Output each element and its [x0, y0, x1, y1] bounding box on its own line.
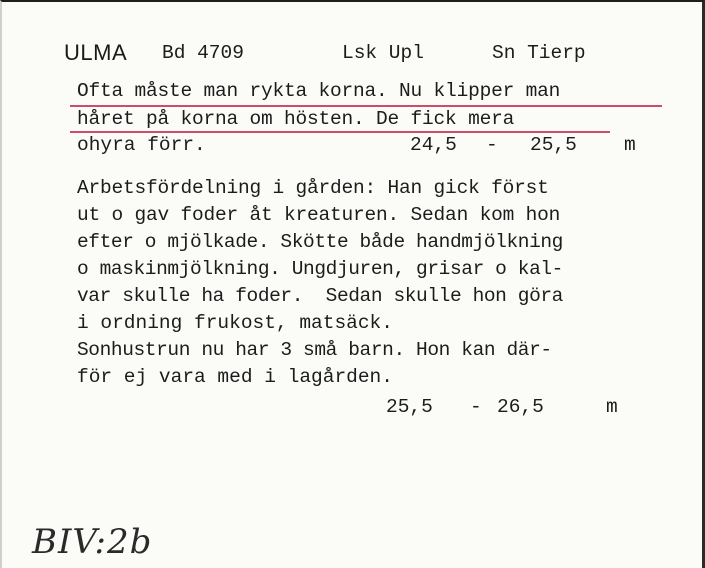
paragraph-line-4: o maskinmjölkning. Ungdjuren, grisar o kal- [77, 258, 563, 280]
paragraph-line-6: i ordning frukost, matsäck. [77, 312, 393, 334]
province: Lsk Upl [342, 42, 424, 64]
text-line-1: Ofta måste man rykta korna. Nu klipper man [77, 80, 561, 102]
range-1-to: 25,5 [530, 134, 577, 156]
underline-1 [70, 105, 662, 107]
archive-code: ULMA [64, 40, 128, 65]
record-number: Bd 4709 [162, 42, 244, 64]
text-line-2: håret på korna om hösten. De fick mera [77, 108, 515, 130]
paragraph-line-2: ut o gav foder åt kreaturen. Sedan kom hon [77, 204, 561, 226]
paragraph-line-7: Sonhustrun nu har 3 små barn. Hon kan där- [77, 339, 552, 361]
paragraph-line-3: efter o mjölkade. Skötte både handmjölkning [77, 231, 563, 253]
range-1-dash: - [486, 134, 498, 156]
handwritten-shelfmark: BIV:2b [32, 522, 153, 562]
parish: Sn Tierp [492, 42, 586, 64]
range-1-unit: m [624, 134, 636, 156]
text-line-3: ohyra förr. [77, 134, 206, 156]
range-1-from: 24,5 [410, 134, 457, 156]
underline-2 [70, 131, 610, 133]
paragraph-line-8: för ej vara med i lagården. [77, 366, 393, 388]
paragraph-line-5: var skulle ha foder. Sedan skulle hon göra [77, 285, 563, 307]
range-2-dash: - [470, 396, 482, 418]
paragraph-line-1: Arbetsfördelning i gården: Han gick först [77, 177, 549, 199]
range-2-to: 26,5 [497, 396, 544, 418]
range-2-from: 25,5 [386, 396, 433, 418]
range-2-unit: m [606, 396, 618, 418]
